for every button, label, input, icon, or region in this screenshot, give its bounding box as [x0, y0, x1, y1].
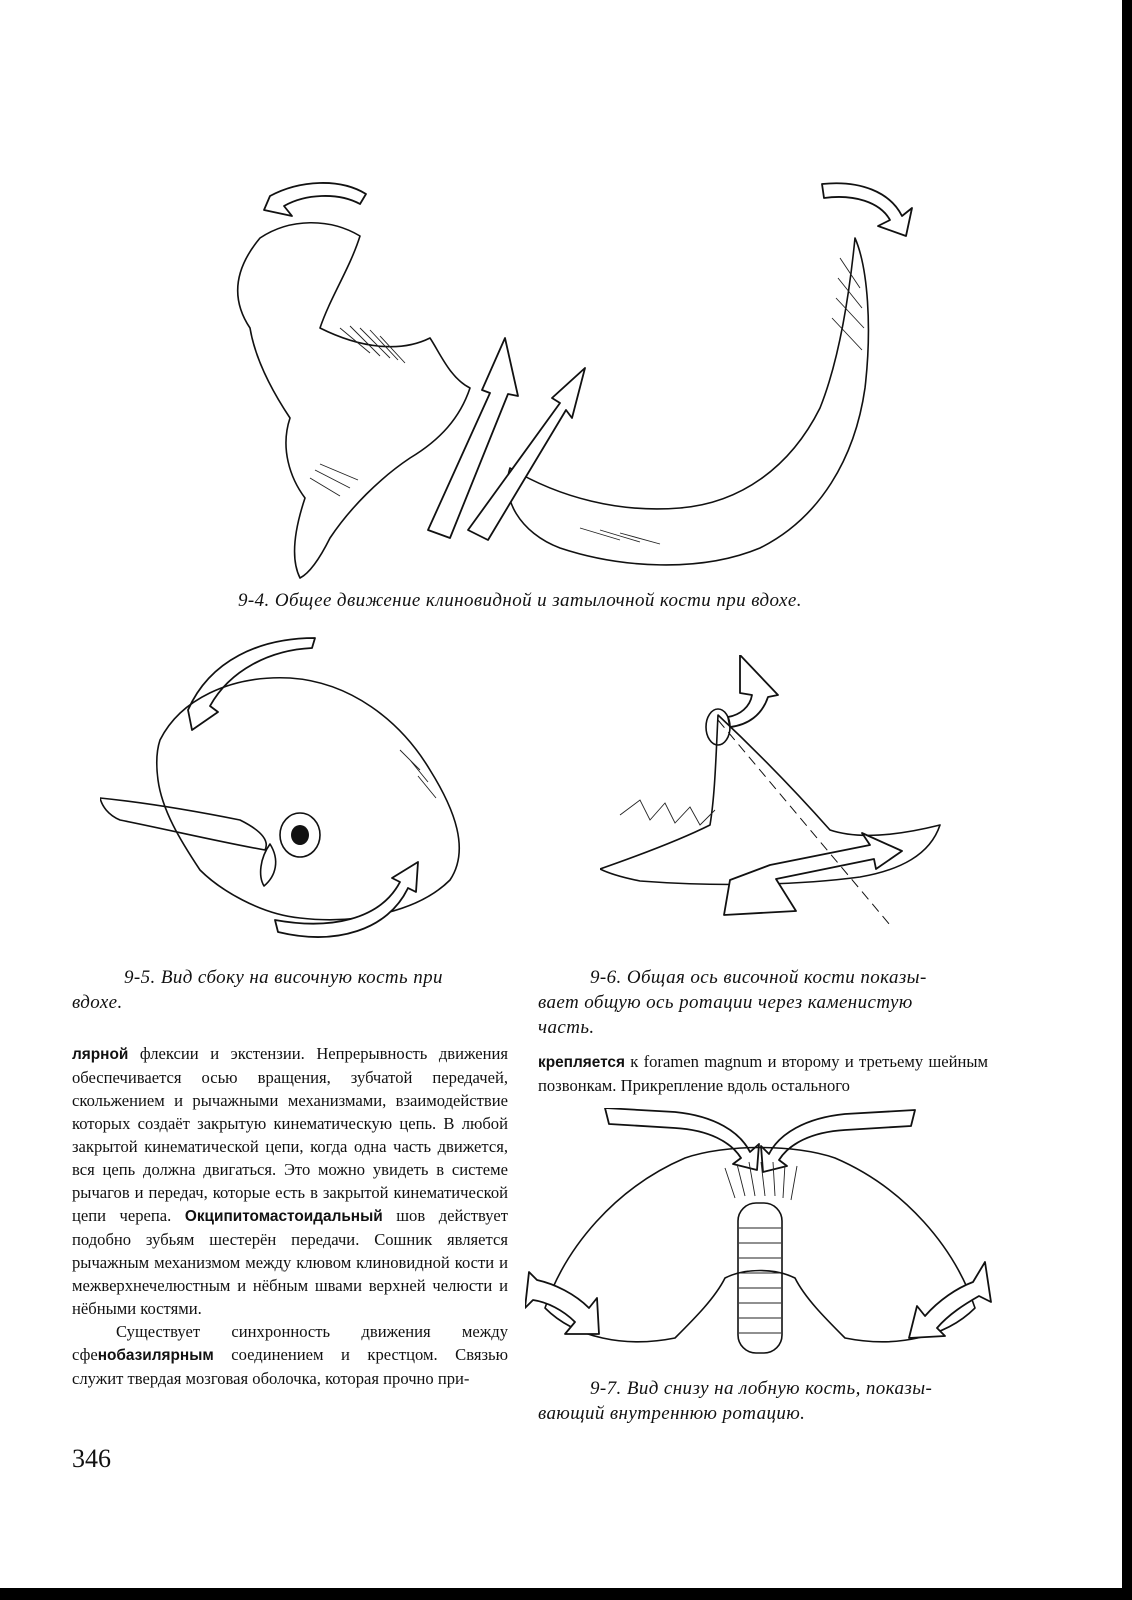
frontal-bone-inferior-drawing — [525, 1108, 995, 1363]
figure-9-6-caption — [538, 965, 988, 1040]
figure-9-4-caption — [238, 588, 898, 613]
paragraph-text: Существует синхронность движения между сфе — [72, 1322, 508, 1364]
paragraph-text: флексии и экстензии. Непрерывность движения обеспечивается осью вращения, зубчатой передачей, скольжением и рычажными механизмами, взаимодействие которых создаёт закрытую кинематическую цепь. В любой закрытой кинематической цепи, когда одна часть движется, вся цепь должна двигаться. Это можно увидеть в системе рычагов и передач, которые есть в закрытой кинематической цепи черепа. — [72, 1044, 508, 1225]
paragraph-text: соединением и крестцом. Связью служит твердая мозговая оболочка, которая прочно при- — [72, 1345, 508, 1388]
right-column-text — [538, 1050, 988, 1097]
caption-line-1: 9-7. Вид снизу на лобную кость, показы- — [590, 1378, 933, 1399]
temporal-bone-axis-drawing — [600, 655, 970, 945]
caption-line-2: вдохе. — [72, 992, 123, 1013]
paragraph-text: шов действует подобно зубьям шестерён передачи. Сошник является рычажным механизмом между клювом клиновидной кости и межверхнечелюстным и нёбным швами верхней челюсти и нёбными костями. — [72, 1206, 508, 1318]
bold-term: Окципитомастоидальный — [184, 1208, 383, 1225]
caption-line-1: 9-5. Вид сбоку на височную кость при — [124, 967, 443, 988]
bold-term: крепляется — [538, 1054, 625, 1071]
page-number: 346 — [72, 1444, 111, 1473]
sphenoid-occipital-drawing — [200, 178, 940, 583]
caption-line-3: часть. — [538, 1017, 595, 1038]
figure-9-4-illustration — [200, 178, 940, 583]
scan-border-right — [1122, 0, 1132, 1600]
bold-term: лярной — [72, 1046, 129, 1063]
figure-9-6-illustration — [600, 655, 970, 945]
caption-line-2: вающий внутреннюю ротацию. — [538, 1403, 806, 1424]
figure-9-5-illustration — [100, 630, 485, 960]
bold-term: нобазилярным — [97, 1347, 214, 1364]
scan-border-bottom — [0, 1588, 1122, 1600]
paragraph-2 — [72, 1320, 508, 1390]
temporal-bone-lateral-drawing — [100, 630, 485, 960]
paragraph-text: к foramen magnum и второму и третьему шейным позвонкам. Прикрепление вдоль остального — [538, 1052, 988, 1095]
paragraph-continued — [538, 1050, 988, 1097]
caption-line-2: вает общую ось ротации через каменистую — [538, 992, 913, 1013]
caption-line-1: 9-6. Общая ось височной кости показы- — [590, 967, 927, 988]
figure-9-5-caption — [72, 965, 508, 1015]
caption-text: 9-4. Общее движение клиновидной и затылочной кости при вдохе. — [238, 590, 802, 611]
paragraph-1 — [72, 1042, 508, 1320]
figure-9-7-illustration — [525, 1108, 995, 1363]
left-column-text — [72, 1042, 508, 1390]
figure-9-7-caption — [538, 1376, 988, 1426]
